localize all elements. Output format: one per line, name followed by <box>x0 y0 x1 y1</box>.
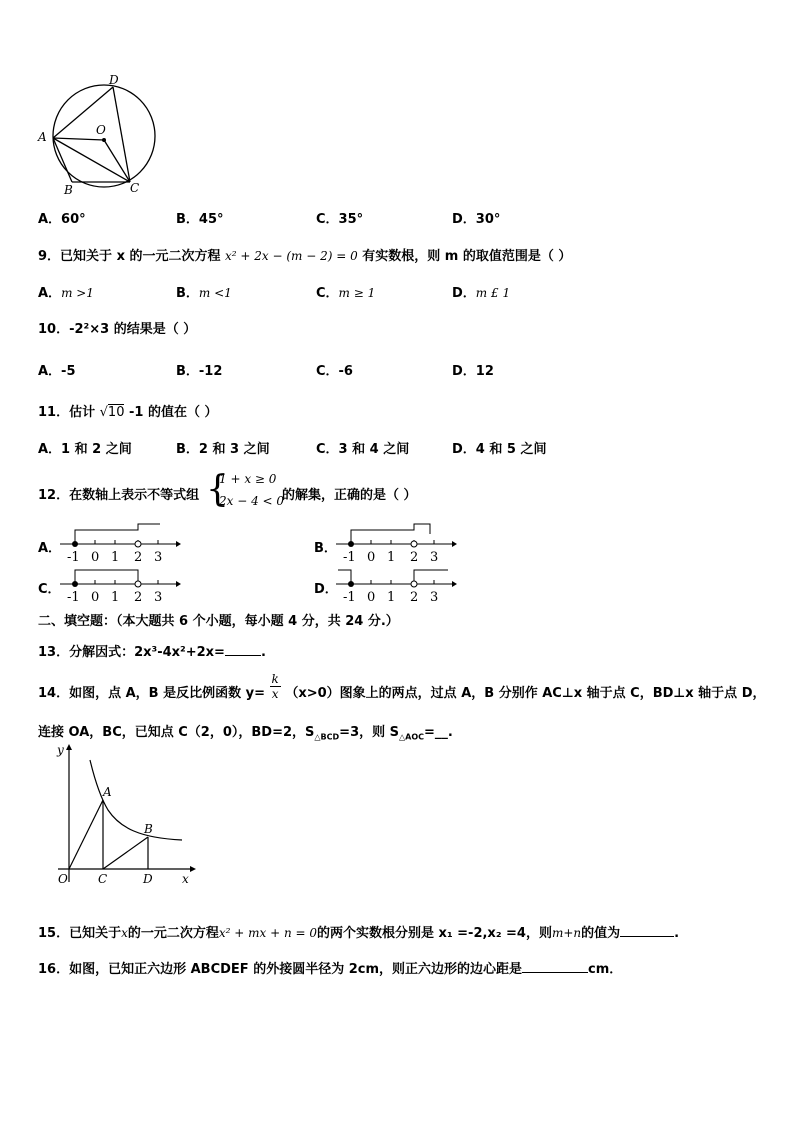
ticks <box>351 580 434 584</box>
tick-label: 3 <box>154 590 163 605</box>
segment-ao <box>53 138 104 140</box>
q12-option-b-letter: B． <box>314 541 337 556</box>
solution-line <box>351 524 430 542</box>
tick-label: 3 <box>154 550 163 565</box>
label-d: D <box>143 872 153 886</box>
section-2-title: 二、填空题：（本大题共 6 个小题，每小题 4 分，共 24 分.） <box>38 614 399 629</box>
solution-line <box>338 570 351 582</box>
solution-line-2 <box>414 570 448 582</box>
ticks <box>75 580 158 584</box>
q8-option-c: C．35° <box>316 212 364 227</box>
number-line-d <box>336 562 458 606</box>
q12-question-post: 的解集，正确的是（ ） <box>282 488 417 503</box>
q8-option-b: B．45° <box>176 212 224 227</box>
closed-endpoint <box>348 541 354 547</box>
tick-label: 0 <box>91 550 100 565</box>
tick-label: 1 <box>111 590 120 605</box>
tick-label: 1 <box>387 590 396 605</box>
open-endpoint <box>411 581 417 587</box>
solution-line <box>75 524 160 542</box>
q9-option-a: A．m >1 <box>38 286 94 301</box>
fraction-numerator: k <box>271 672 279 686</box>
q15-question: 15．已知关于x的一元二次方程x² + mx + n = 0的两个实数根分别是 x₁ =-2,x₂ =4，则m+n的值为 . <box>38 926 680 941</box>
q14-text-post: （x>0）图象上的两点，过点 A，B 分别作 AC⊥x 轴于点 C，BD⊥x 轴于点 D， <box>285 686 766 701</box>
label-b: B <box>64 183 73 197</box>
label-c: C <box>98 872 108 886</box>
sqrt-symbol: √ <box>99 405 108 420</box>
q15-blank <box>620 924 674 937</box>
tick-label: -1 <box>67 590 80 605</box>
axis-arrow <box>176 541 181 547</box>
y-axis-arrow <box>66 744 72 750</box>
label-a: A <box>38 130 47 144</box>
q16-question: 16．如图，已知正六边形 ABCDEF 的外接圆半径为 2cm，则正六边形的边心距是 cm． <box>38 962 623 977</box>
open-endpoint <box>411 541 417 547</box>
q11-question <box>38 401 218 420</box>
solution-line <box>75 570 138 582</box>
label-b: B <box>144 822 153 836</box>
number-line-b <box>336 522 458 566</box>
fraction-denominator: x <box>271 687 279 701</box>
closed-endpoint <box>72 581 78 587</box>
label-c: C <box>130 181 140 195</box>
tick-label: 1 <box>111 550 120 565</box>
label-o: O <box>58 872 68 886</box>
q10-option-b: B．-12 <box>176 364 223 379</box>
q9-option-c: C．m ≥ 1 <box>316 286 376 301</box>
q9-text-pre: 9．已知关于 x 的一元二次方程 <box>38 249 221 264</box>
label-d: D <box>109 73 119 87</box>
q14-line-2: 连接 OA，BC，已知点 C（2，0），BD=2，$S_{\triangle BCD}=3$，则 $S_{\triangle AOC}=\_\_$. <box>38 725 453 742</box>
label-o: O <box>96 123 106 137</box>
label-y: y <box>57 743 64 757</box>
tick-label: 3 <box>430 590 439 605</box>
q14-fraction <box>270 672 281 701</box>
closed-endpoint <box>348 581 354 587</box>
segment-oa <box>69 800 103 869</box>
tick-label: 0 <box>367 550 376 565</box>
open-endpoint <box>135 581 141 587</box>
q12-option-d-letter: D． <box>314 582 338 597</box>
q11-option-b: B．2 和 3 之间 <box>176 442 270 457</box>
q15-var: x <box>121 926 128 940</box>
q10-option-d: D．12 <box>452 364 494 379</box>
q12-brace: { <box>206 469 229 510</box>
q11-option-a: A．1 和 2 之间 <box>38 442 132 457</box>
tick-label: 1 <box>387 550 396 565</box>
tick-label: 3 <box>430 550 439 565</box>
q13-question <box>38 641 266 660</box>
closed-endpoint <box>72 541 78 547</box>
q10-option-a: A．-5 <box>38 364 76 379</box>
x-axis-arrow <box>190 866 196 872</box>
tick-label: 2 <box>410 550 419 565</box>
q15-equation: x² + mx + n = 0 <box>218 926 318 940</box>
q12-inequality-1: 1 + x ≥ 0 <box>219 472 277 486</box>
q12-option-a-letter: A． <box>38 541 62 556</box>
q15-expr: m+n <box>551 926 582 940</box>
q9-equation: x² + 2x − (m − 2) = 0 <box>225 249 358 263</box>
q8-option-d: D．30° <box>452 212 501 227</box>
q10-question: 10．-2²×3 的结果是（ ） <box>38 322 197 337</box>
axis-arrow <box>176 581 181 587</box>
open-endpoint <box>135 541 141 547</box>
q14-line-1 <box>38 672 766 701</box>
q12-option-c-letter: C． <box>38 582 61 597</box>
q11-option-d: D．4 和 5 之间 <box>452 442 547 457</box>
center-point <box>102 138 106 142</box>
hyperbola-curve <box>90 760 182 840</box>
tick-label: -1 <box>67 550 80 565</box>
q13-blank <box>225 643 261 656</box>
tick-label: 2 <box>134 550 143 565</box>
q13-text: 13．分解因式：2x³-4x²+2x= <box>38 645 225 660</box>
axis-arrow <box>452 541 457 547</box>
q8-circle-figure <box>32 72 172 202</box>
q12-question-pre: 12．在数轴上表示不等式组 <box>38 488 200 503</box>
subscript-aoc: △AOC <box>399 732 425 742</box>
q9-text-post: 有实数根，则 m 的取值范围是（ ） <box>362 249 572 264</box>
q9-option-d: D．m £ 1 <box>452 286 511 301</box>
q16-blank <box>522 960 588 973</box>
subscript-bcd: △BCD <box>314 732 340 742</box>
tick-label: 2 <box>410 590 419 605</box>
ticks <box>351 540 434 544</box>
q11-radicand: 10 <box>107 405 125 420</box>
number-line-c <box>60 562 182 606</box>
q9-option-b: B．m <1 <box>176 286 232 301</box>
label-a: A <box>103 785 112 799</box>
q11-option-c: C．3 和 4 之间 <box>316 442 410 457</box>
ticks <box>75 540 158 544</box>
q10-option-c: C．-6 <box>316 364 353 379</box>
q8-option-a: A．60° <box>38 212 86 227</box>
tick-label: 0 <box>91 590 100 605</box>
tick-label: -1 <box>343 590 356 605</box>
label-x: x <box>182 872 189 886</box>
tick-label: 2 <box>134 590 143 605</box>
number-line-a <box>60 522 182 566</box>
segment-bc <box>103 837 148 869</box>
q14-graph-figure <box>50 740 200 890</box>
chord-ac <box>53 138 130 182</box>
q14-text-pre: 14．如图，点 A，B 是反比例函数 y= <box>38 686 266 701</box>
q9-question <box>38 245 571 264</box>
chord-ab <box>53 138 72 182</box>
q13-end: . <box>260 645 266 660</box>
axis-arrow <box>452 581 457 587</box>
q12-inequality-2: 2x − 4 < 0 <box>219 494 285 508</box>
q11-text-post: -1 的值在（ ） <box>129 405 218 420</box>
q11-text-pre: 11．估计 <box>38 405 96 420</box>
tick-label: 0 <box>367 590 376 605</box>
tick-label: -1 <box>343 550 356 565</box>
